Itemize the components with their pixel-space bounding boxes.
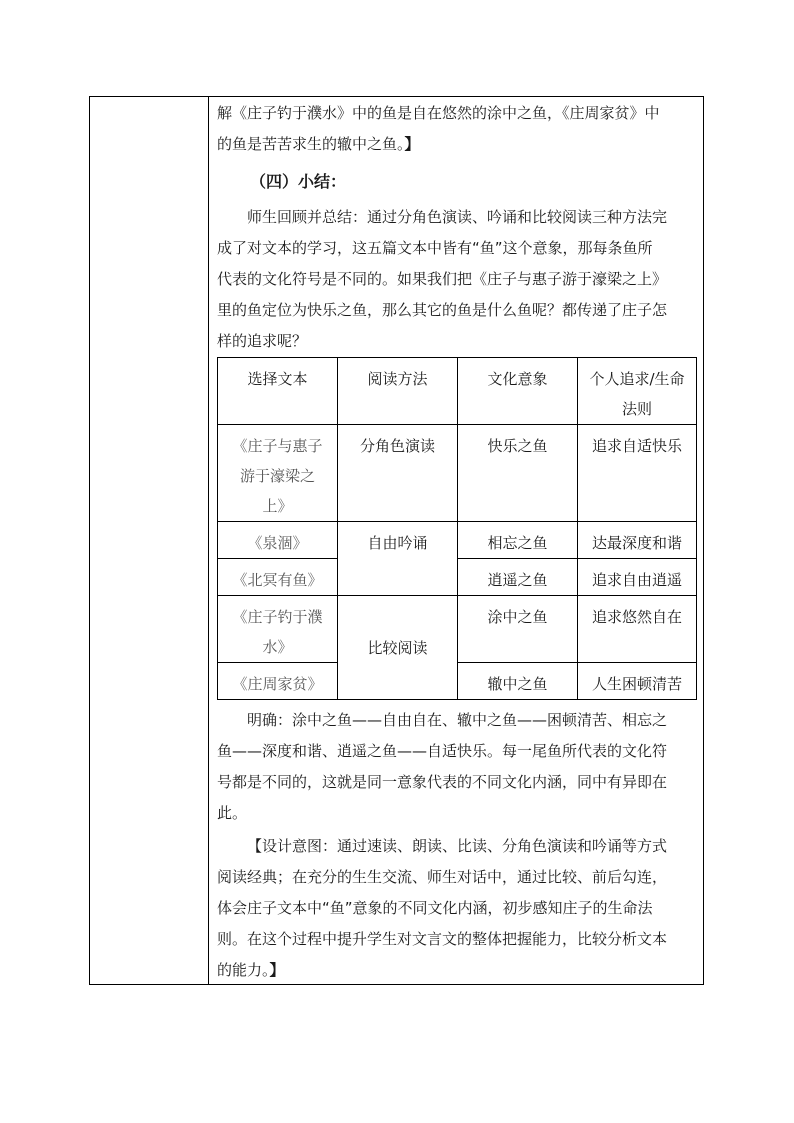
table-row: [218, 596, 697, 663]
summary-line: 成了对文本的学习，这五篇文本中皆有“鱼”这个意象，那每条鱼所: [217, 239, 653, 257]
method-cell: 自由吟诵: [338, 522, 458, 596]
method-cell: 分角色演读: [338, 425, 458, 522]
summary-line: 里的鱼定位为快乐之鱼，那么其它的鱼是什么鱼呢？都传递了庄子怎: [217, 301, 668, 319]
closing-bracket: 】: [404, 135, 420, 153]
closing-bracket: 】: [269, 961, 285, 979]
cell-line: 上》: [262, 497, 293, 515]
method-cell: 比较阅读: [338, 596, 458, 700]
reading-summary-table: [217, 357, 697, 700]
intent-text: 的能力。: [217, 961, 270, 979]
summary-line: 师生回顾并总结：通过分角色演读、吟诵和比较阅读三种方法完: [247, 208, 668, 226]
intent-line: 则。在这个过程中提升学生对文言文的整体把握能力，比较分析文本: [217, 930, 668, 948]
cell-line: 游于濠梁之: [239, 467, 315, 485]
summary-line: 样的追求呢？: [217, 332, 308, 350]
clarify-line: 鱼——深度和谐、逍遥之鱼——自适快乐。每一尾鱼所代表的文化符: [217, 742, 668, 760]
clarify-line: 明确：涂中之鱼——自由自在、辙中之鱼——困顿清苦、相忘之: [247, 711, 668, 729]
pursuit-cell: 追求悠然自在: [578, 596, 697, 663]
intent-line: 体会庄子文本中“鱼”意象的不同文化内涵，初步感知庄子的生命法: [217, 899, 653, 917]
clarify-line: 此。: [217, 804, 248, 822]
paragraph-line: 解《庄子钓于濮水》中的鱼是自在悠然的涂中之鱼，《庄周家贫》中: [217, 104, 660, 122]
text-cell: 《北冥有鱼》: [218, 559, 338, 596]
cell-line: 《庄子钓于濮: [232, 608, 323, 626]
pursuit-cell: 追求自适快乐: [578, 425, 697, 522]
summary-line: 代表的文化符号是不同的。如果我们把《庄子与惠子游于濠梁之上》: [217, 270, 668, 288]
cell-line: 《庄子与惠子: [232, 437, 323, 455]
text-cell: [218, 425, 338, 522]
column-divider: [208, 96, 209, 985]
cell-line: 水》: [262, 638, 293, 656]
image-cell: 涂中之鱼: [458, 596, 578, 663]
pursuit-cell: 追求自由逍遥: [578, 559, 697, 596]
pursuit-cell: 达最深度和谐: [578, 522, 697, 559]
text-cell: 《泉涸》: [218, 522, 338, 559]
table-header-row: [218, 358, 697, 425]
clarify-line: 号都是不同的，这就是同一意象代表的不同文化内涵，同中有异即在: [217, 773, 668, 791]
image-cell: 辙中之鱼: [458, 663, 578, 700]
paragraph-text: 的鱼是苦苦求生的辙中之鱼。: [217, 135, 405, 153]
section-heading: （四）小结：: [250, 172, 347, 191]
text-cell: [218, 596, 338, 663]
header-cell: 文化意象: [458, 358, 578, 425]
pursuit-cell: 人生困顿清苦: [578, 663, 697, 700]
header-cell: [578, 358, 697, 425]
header-line: 法则: [621, 400, 652, 418]
image-cell: 快乐之鱼: [458, 425, 578, 522]
intent-line: 【设计意图：通过速读、朗读、比读、分角色演读和吟诵等方式: [247, 837, 668, 855]
intent-line: [217, 960, 285, 980]
header-cell: 阅读方法: [338, 358, 458, 425]
header-cell: 选择文本: [218, 358, 338, 425]
text-cell: 《庄周家贫》: [218, 663, 338, 700]
paragraph-line: [217, 134, 420, 154]
table-row: [218, 522, 697, 559]
table-row: [218, 663, 697, 700]
header-line: 个人追求/生命: [589, 370, 685, 388]
intent-line: 阅读经典；在充分的生生交流、师生对话中，通过比较、前后勾连，: [217, 868, 668, 886]
image-cell: 逍遥之鱼: [458, 559, 578, 596]
table-row: [218, 425, 697, 522]
image-cell: 相忘之鱼: [458, 522, 578, 559]
table-row: [218, 559, 697, 596]
